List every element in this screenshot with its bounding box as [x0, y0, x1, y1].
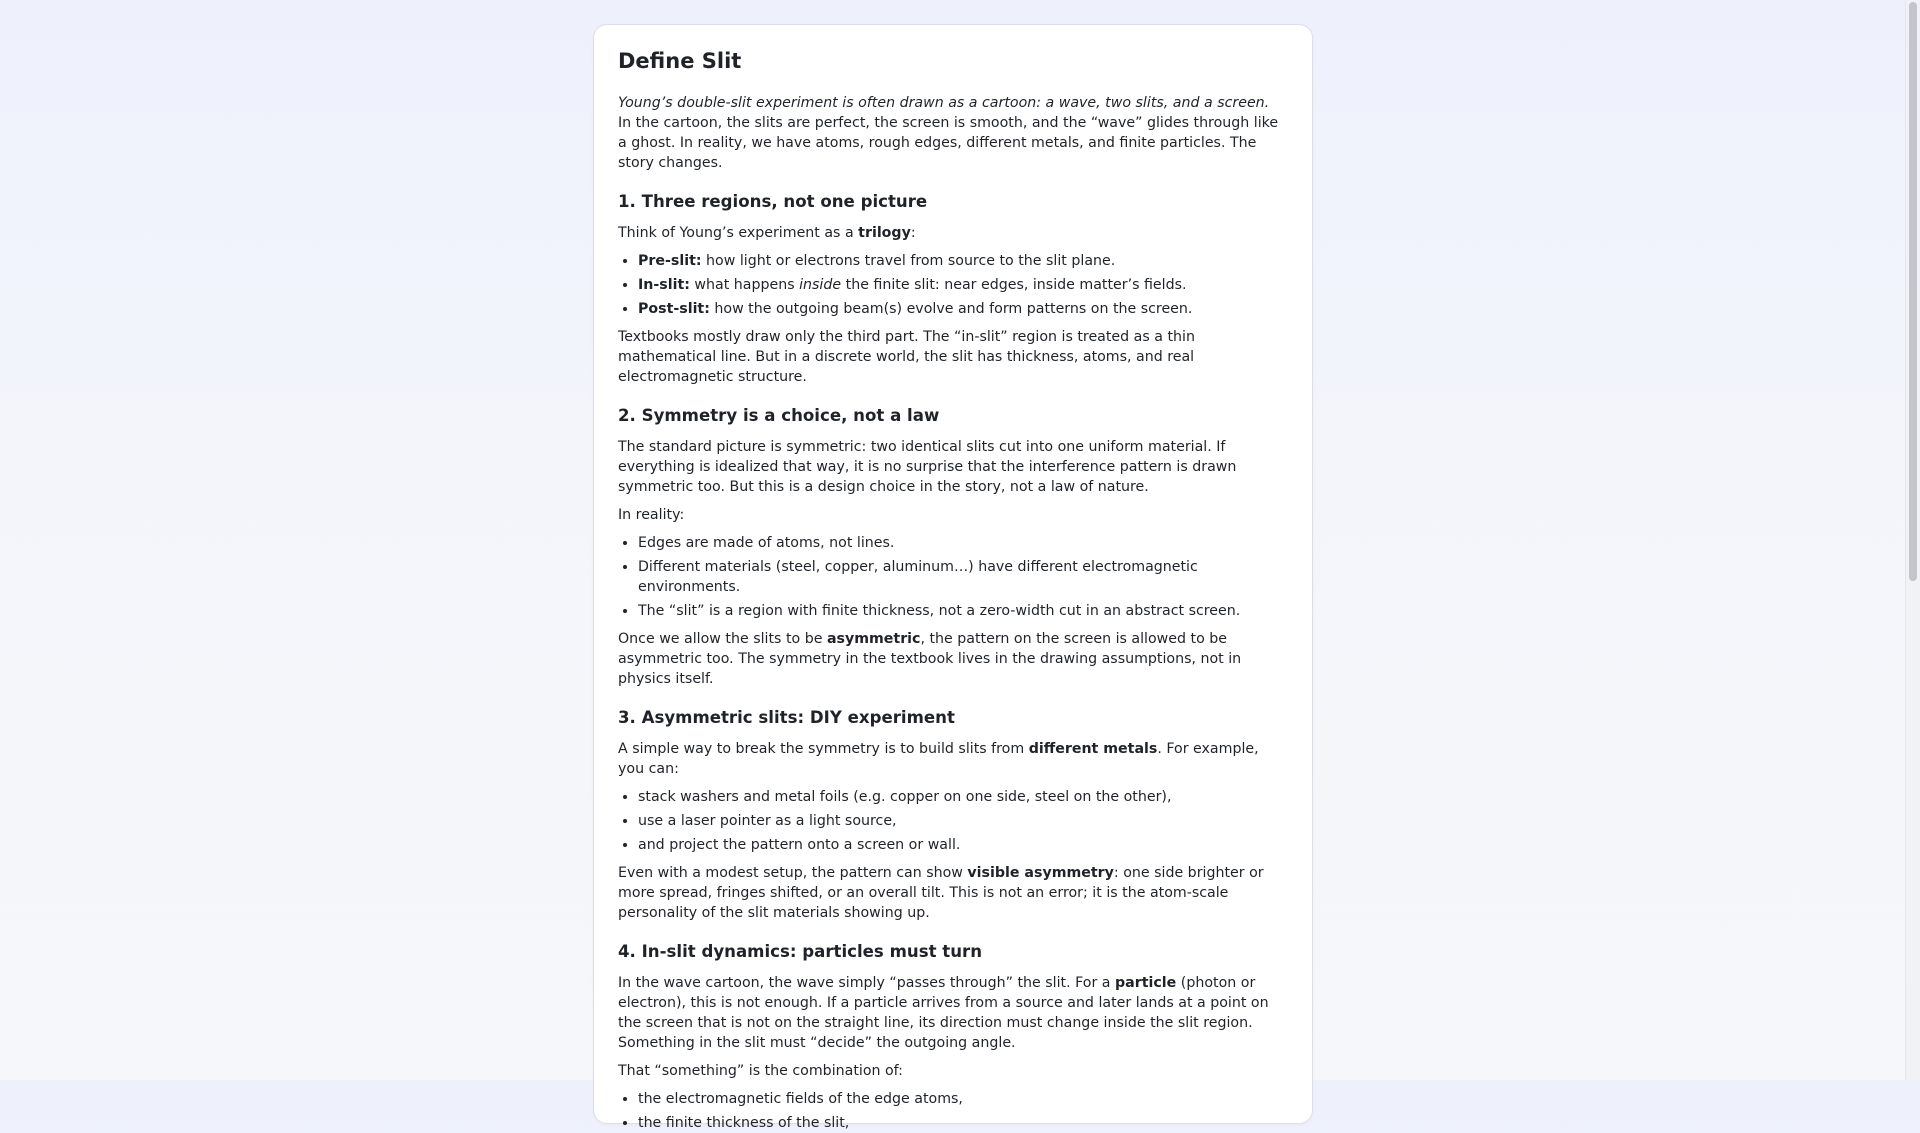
section-2-paragraph-3	[618, 629, 1288, 689]
list-item-label: In-slit:	[638, 277, 690, 293]
page-title: Define Slit	[618, 49, 742, 73]
intro-paragraph	[618, 93, 1288, 173]
list-item	[638, 251, 1288, 271]
section-4-paragraph-2: That “something” is the combination of:	[618, 1063, 903, 1079]
list-item: • the finite thickness of the slit,	[638, 1113, 1288, 1133]
list-item	[638, 299, 1288, 319]
list-item-text: how the outgoing beam(s) evolve and form patterns on the screen.	[709, 301, 1193, 317]
text-span: A simple way to break the symmetry is to build slits from	[618, 741, 1029, 757]
section-1-paragraph-1	[618, 223, 1288, 243]
list-item: • and project the pattern onto a screen or wall.	[638, 835, 1288, 855]
list-item: • Different materials (steel, copper, aluminum…) have different electromagnetic environments.	[638, 557, 1288, 597]
section-heading-2: 2. Symmetry is a choice, not a law	[618, 406, 940, 425]
list-item-label: Pre-slit:	[638, 253, 702, 269]
section-heading-1: 1. Three regions, not one picture	[618, 192, 928, 211]
section-heading-3: 3. Asymmetric slits: DIY experiment	[618, 708, 955, 727]
list-item-text: what happens	[689, 277, 800, 293]
text-span: Once we allow the slits to be	[618, 631, 827, 647]
text-span: : one side brighter or more spread, fringes shifted, or an overall tilt. This is not an error; it is the atom-scale personality of the slit materials showing up.	[618, 865, 1264, 921]
scrollbar-thumb[interactable]	[1909, 2, 1917, 581]
emphasis-text: inside	[799, 277, 842, 293]
list-item	[638, 275, 1288, 295]
text-span: In the wave cartoon, the wave simply “passes through” the slit. For a	[618, 975, 1116, 991]
section-2-paragraph-1: The standard picture is symmetric: two identical slits cut into one uniform material. If everything is idealized that way, it is no surprise that the interference pattern is drawn symmetric too. But this is a design choice in the story, not a law of nature.	[618, 439, 1237, 495]
section-2-list	[618, 533, 1288, 621]
intro-body: In the cartoon, the slits are perfect, the screen is smooth, and the “wave” glides through like a ghost. In reality, we have atoms, rough edges, different metals, and finite particles. The story changes.	[618, 115, 1279, 171]
list-item: • the electromagnetic fields of the edge atoms,	[638, 1089, 1288, 1109]
list-item: • Edges are made of atoms, not lines.	[638, 533, 1288, 553]
list-item-text: how light or electrons travel from source to the slit plane.	[701, 253, 1116, 269]
bold-term: trilogy	[858, 225, 911, 241]
intro-lead: Young’s double-slit experiment is often drawn as a cartoon: a wave, two slits, and a screen.	[618, 95, 1270, 111]
section-3-list	[618, 787, 1288, 855]
bold-term: visible asymmetry	[967, 865, 1114, 881]
text-span: Think of Young’s experiment as a	[618, 225, 859, 241]
text-span: (photon or electron), this is not enough. If a particle arrives from a source and later lands at a point on the screen that is not on the straight line, its direction must change inside the slit region. Something in the slit must “decide” the outgoing angle.	[618, 975, 1269, 1051]
list-item: • stack washers and metal foils (e.g. copper on one side, steel on the other),	[638, 787, 1288, 807]
bold-term: different metals	[1028, 741, 1158, 757]
article-card	[593, 24, 1313, 1131]
text-span: . For example, you can:	[618, 741, 1259, 777]
text-span: Even with a modest setup, the pattern can show	[618, 865, 968, 881]
list-item: • use a laser pointer as a light source,	[638, 811, 1288, 831]
section-4-list	[618, 1089, 1288, 1133]
section-1-paragraph-2: Textbooks mostly draw only the third part. The “in-slit” region is treated as a thin mathematical line. But in a discrete world, the slit has thickness, atoms, and real electromagnetic structure.	[618, 329, 1195, 385]
text-span: , the pattern on the screen is allowed to be asymmetric too. The symmetry in the textbook lives in the drawing assumptions, not in physics itself.	[618, 631, 1242, 687]
section-heading-4: 4. In-slit dynamics: particles must turn	[618, 942, 983, 961]
vertical-scrollbar[interactable]	[1905, 0, 1920, 1080]
list-item-text: the finite slit: near edges, inside matter’s fields.	[841, 277, 1187, 293]
section-3-paragraph-1	[618, 739, 1288, 779]
section-4-paragraph-1	[618, 973, 1288, 1053]
list-item: • The “slit” is a region with finite thickness, not a zero-width cut in an abstract screen.	[638, 601, 1288, 621]
bold-term: particle	[1115, 975, 1177, 991]
bold-term: asymmetric	[826, 631, 921, 647]
text-span: :	[910, 225, 916, 241]
list-item-label: Post-slit:	[638, 301, 710, 317]
section-3-paragraph-2	[618, 863, 1288, 923]
section-1-list	[618, 251, 1288, 319]
section-2-paragraph-2: In reality:	[618, 507, 685, 523]
